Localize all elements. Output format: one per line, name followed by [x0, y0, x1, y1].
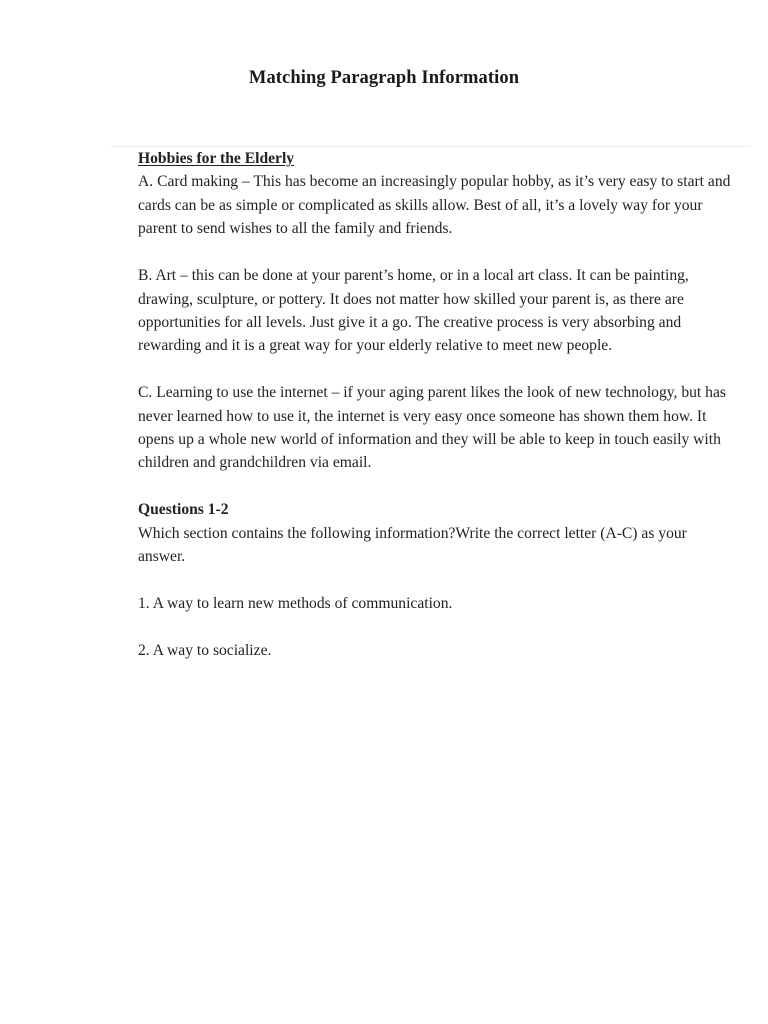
- paragraph-c: [138, 381, 733, 475]
- question-item: 1. A way to learn new methods of communication.: [138, 595, 453, 613]
- paragraph-a: [138, 170, 733, 240]
- question-item: 2. A way to socialize.: [138, 642, 272, 659]
- document-body: [138, 147, 733, 662]
- passage-heading: Hobbies for the Elderly: [138, 150, 295, 167]
- page-title: Matching Paragraph Information: [248, 68, 520, 88]
- paragraph-c-text: . Learning to use the internet – if your aging parent likes the look of new technology, but has never learned how to use it, the internet is very easy once someone has shown them how. It opens up a whole new world of information and they will be able to keep in touch easily with children and grandchildren via email.: [138, 384, 726, 472]
- paragraph-b-letter: B: [138, 267, 149, 285]
- paragraph-a-letter: A: [138, 173, 150, 191]
- questions-heading: Questions 1-2: [138, 501, 229, 519]
- paragraph-b-text: . Art – this can be done at your parent’s home, or in a local art class. It can be painting, drawing, sculpture, or pottery. It does not matter how skilled your parent is, as there are opportunities for all levels. Just give it a go. The creative process is very absorbing and rewarding and it is a great way for your elderly relative to meet new people.: [138, 267, 689, 355]
- paragraph-b: [138, 264, 733, 358]
- paragraph-a-text: . Card making – This has become an increasingly popular hobby, as it’s very easy to start and cards can be as simple or complicated as skills allow. Best of all, it’s a lovely way for your parent to send wishes to all the family and friends.: [138, 173, 731, 238]
- questions-instruction: Which section contains the following information?Write the correct letter (A-C) as your answer.: [138, 524, 687, 566]
- paragraph-c-letter: C: [138, 384, 149, 402]
